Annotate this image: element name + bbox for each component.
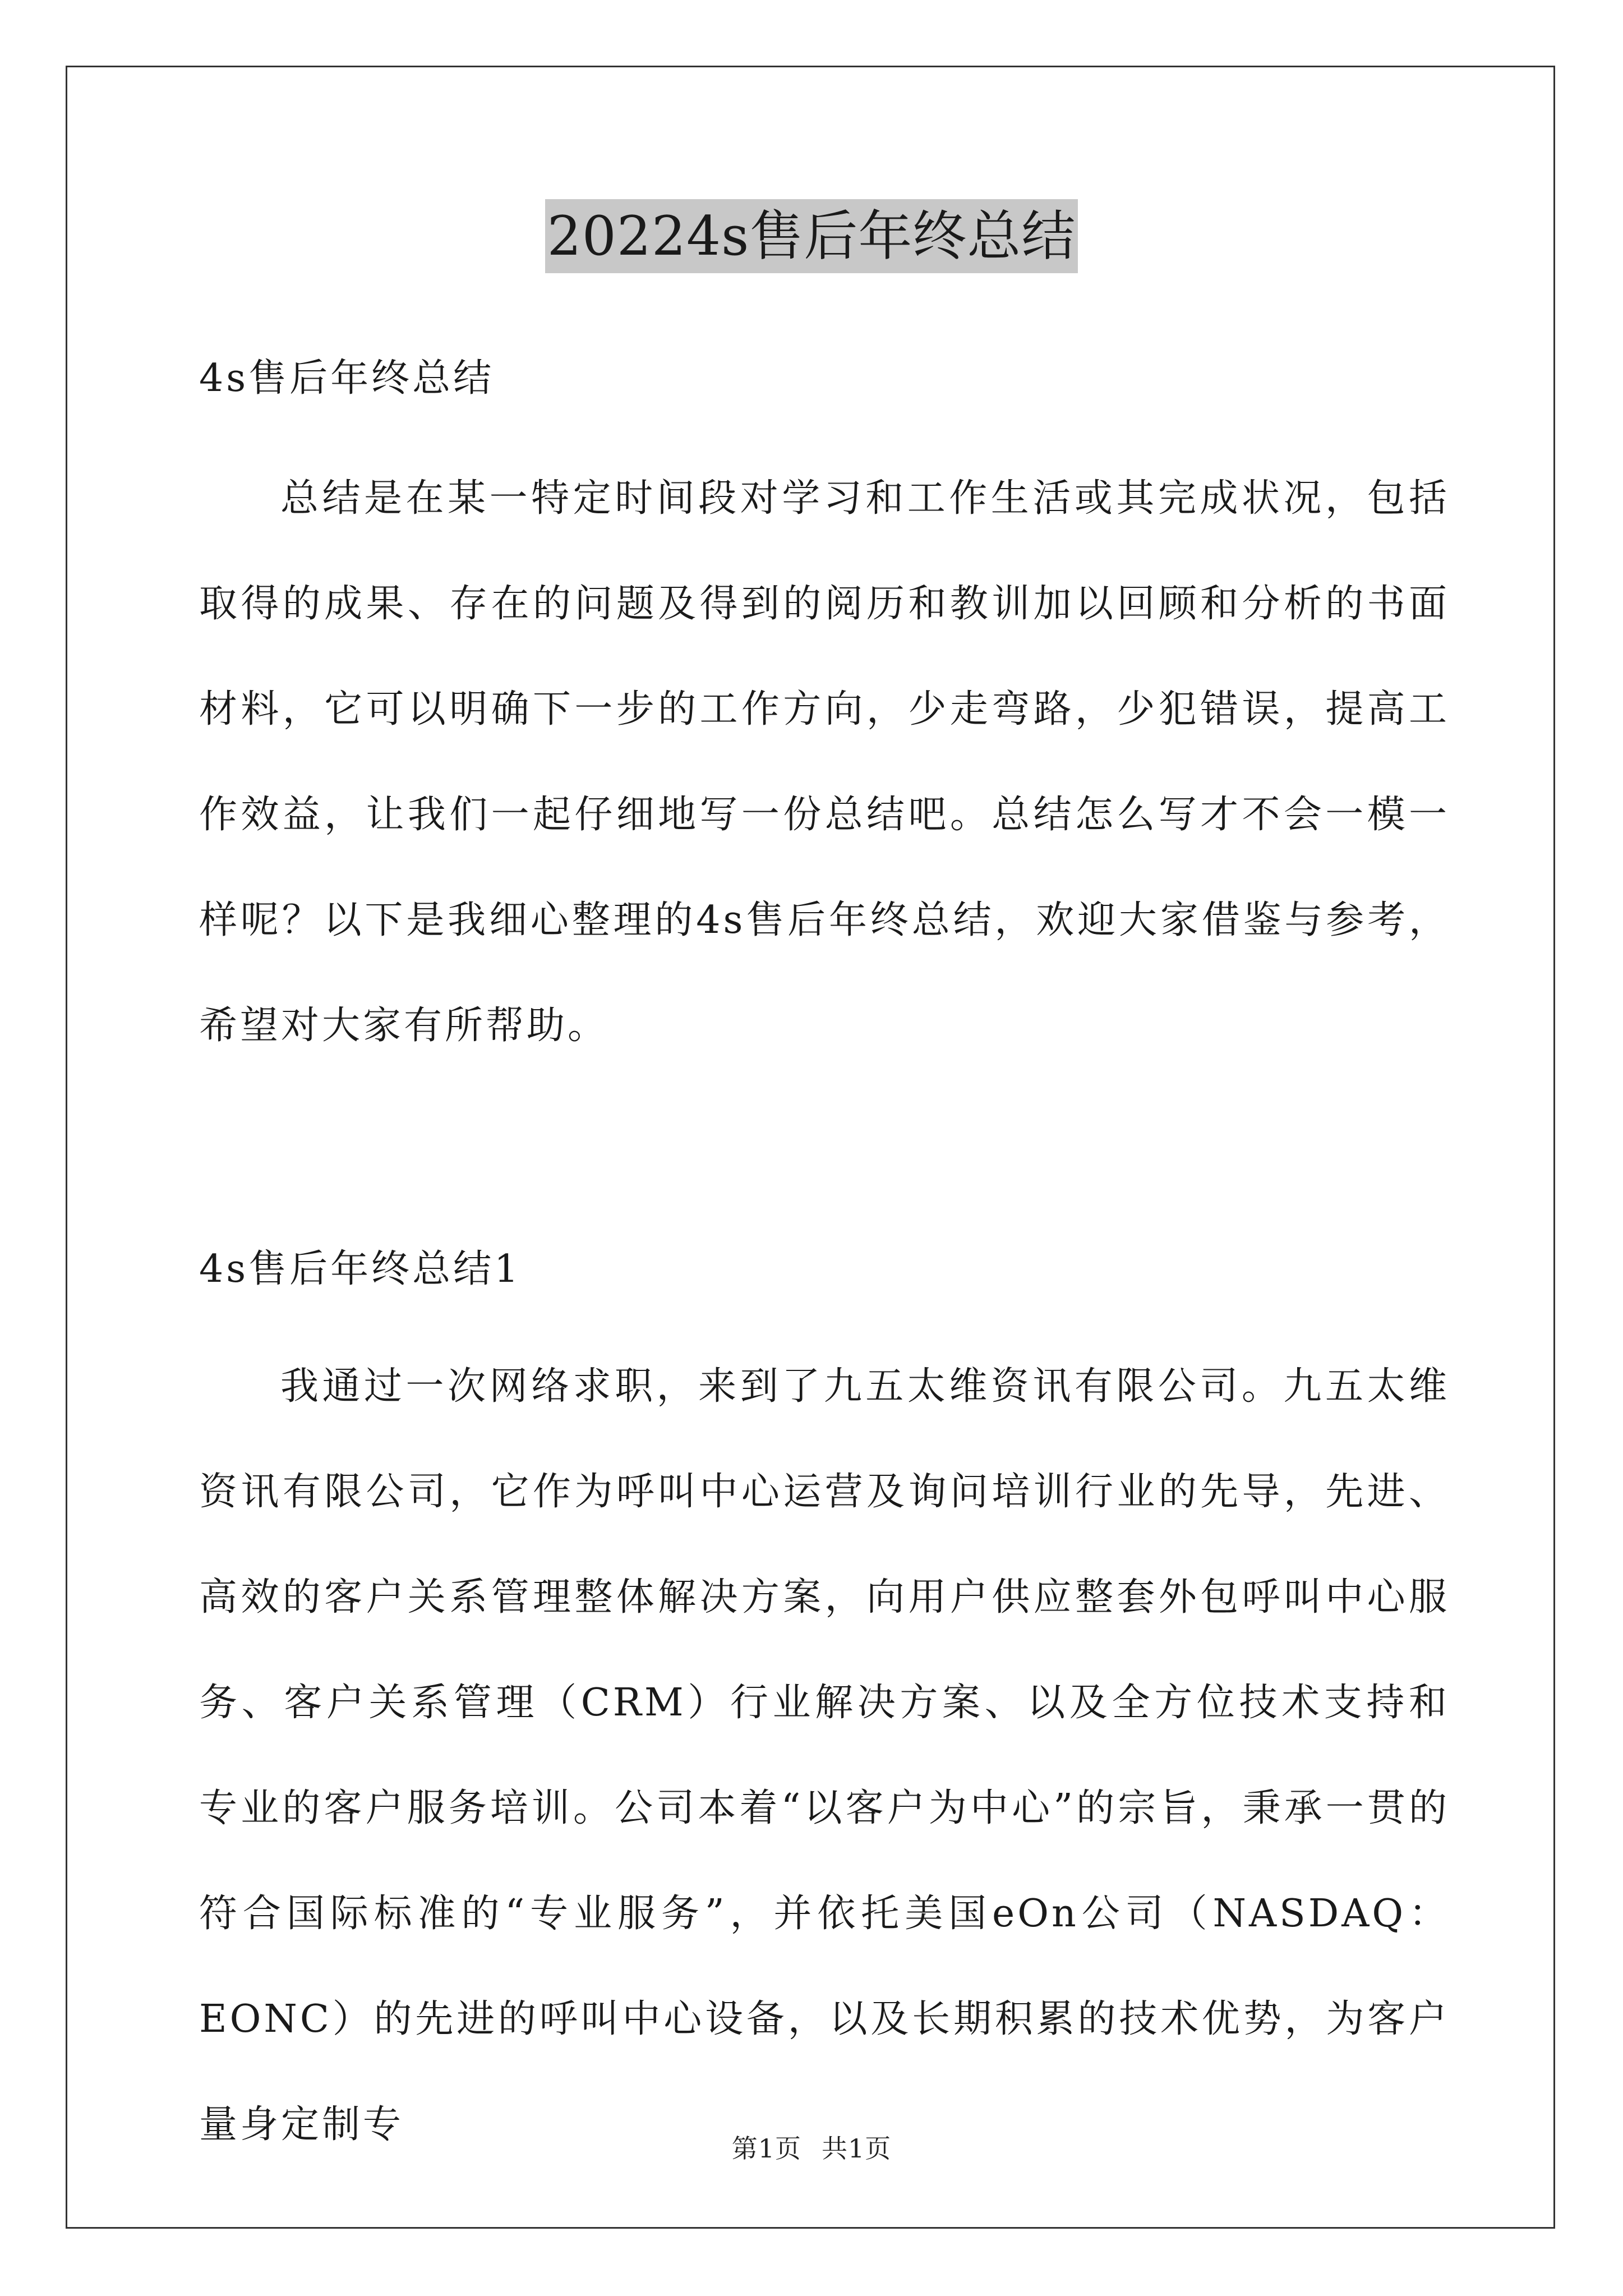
title-container [0, 199, 1623, 273]
section1-heading: 4s售后年终总结1 [199, 1247, 522, 1291]
intro-heading: 4s售后年终总结 [199, 356, 495, 401]
document-title: 20224s售后年终总结 [545, 199, 1078, 273]
section1-paragraph: 我通过一次网络求职，来到了九五太维资讯有限公司。九五太维资讯有限公司，它作为呼叫中心运营及询问培训行业的先导，先进、高效的客户关系管理整体解决方案，向用户供应整套外包呼叫中心服务、客户关系管理（CRM）行业解决方案、以及全方位技术支持和专业的客户服务培训。公司本着“以客户为中心”的宗旨，秉承一贯的符合国际标准的“专业服务”，并依托美国eOn公司（NASDAQ：EONC）的先进的呼叫中心设备，以及长期积累的技术优势，为客户量身定制专 [199, 1364, 1450, 2147]
page-footer [0, 2132, 1623, 2165]
section-spacer [199, 1079, 1450, 1236]
intro-paragraph: 总结是在某一特定时间段对学习和工作生活或其完成状况，包括取得的成果、存在的问题及得到的阅历和教训加以回顾和分析的书面材料，它可以明确下一步的工作方向，少走弯路，少犯错误，提高工作效益，让我们一起仔细地写一份总结吧。总结怎么写才不会一模一样呢？以下是我细心整理的4s售后年终总结，欢迎大家借鉴与参考，希望对大家有所帮助。 [199, 476, 1450, 1048]
page-number: 第1页 [731, 2133, 801, 2164]
total-pages: 共1页 [822, 2133, 892, 2164]
document-body [199, 345, 1450, 2178]
